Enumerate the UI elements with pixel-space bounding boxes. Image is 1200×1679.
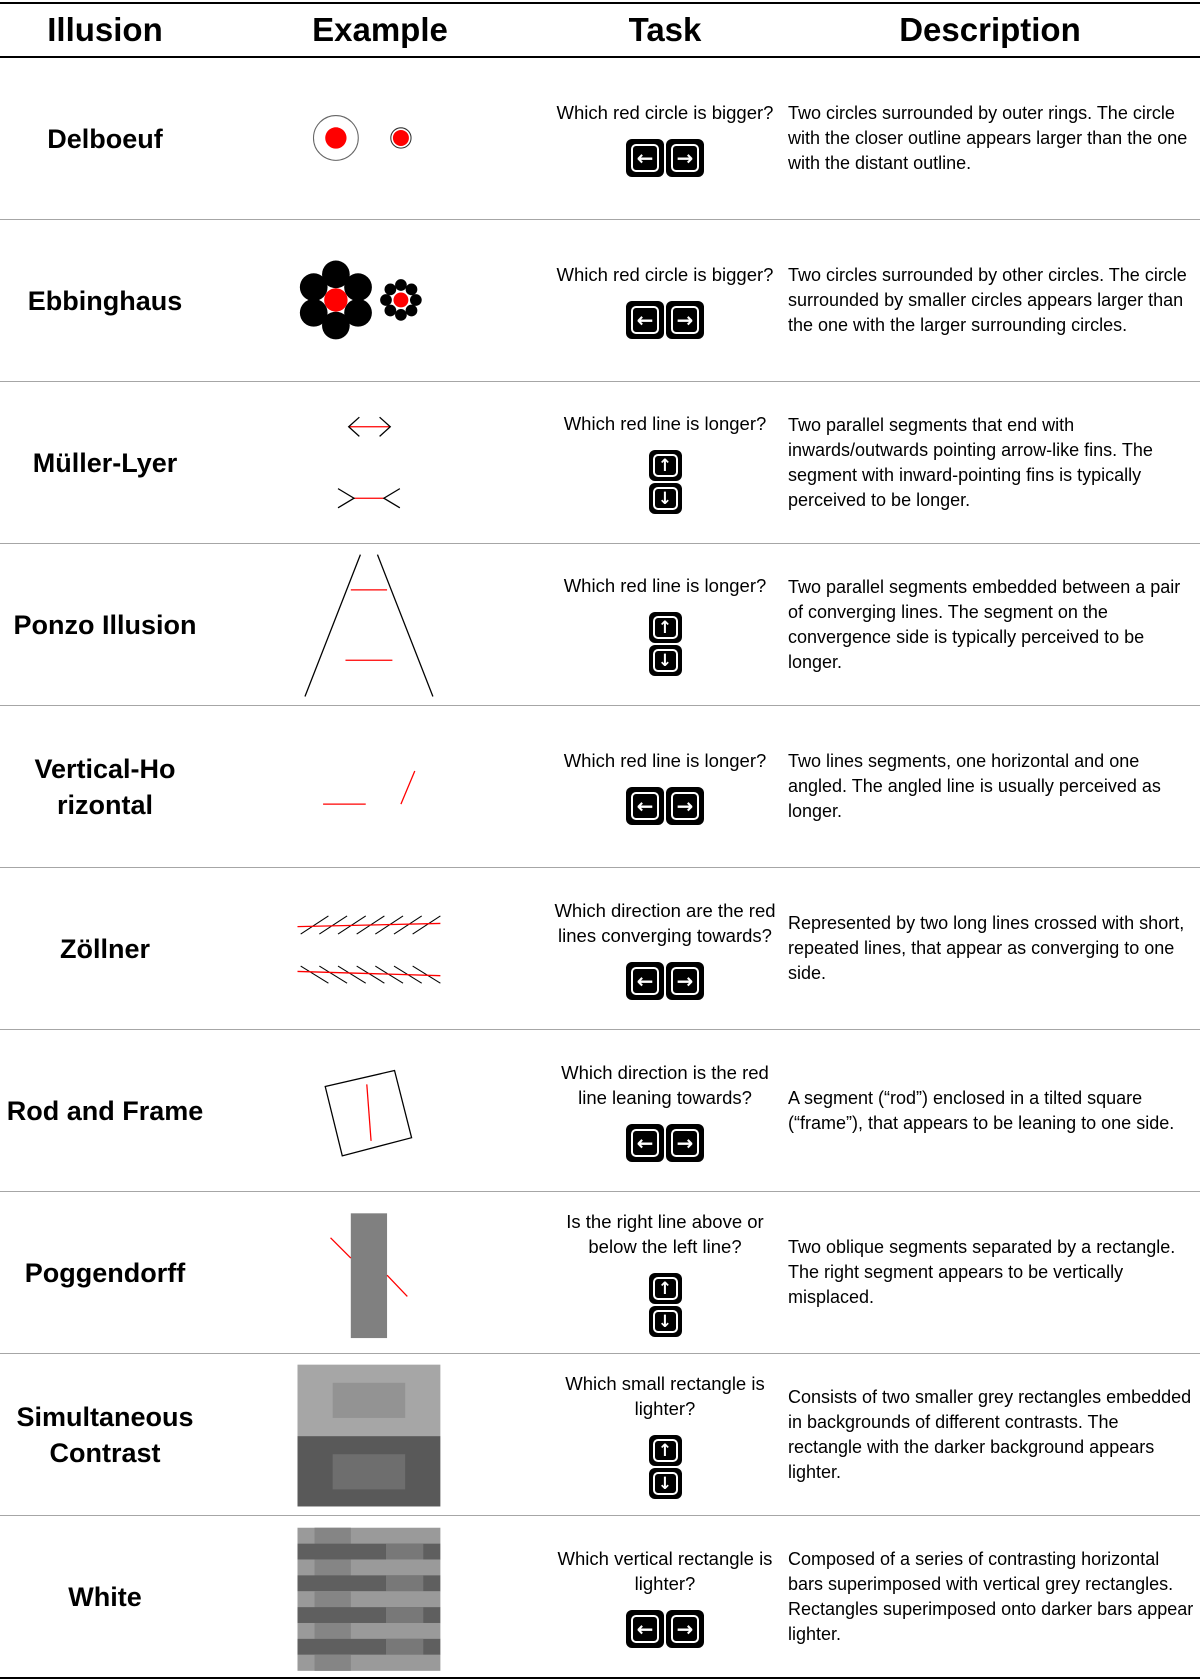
- task-cell: [550, 544, 780, 705]
- arrow-glyph: ↑: [653, 1439, 678, 1462]
- header-illusion: Illusion: [47, 11, 163, 48]
- illusion-example-figure: [231, 1354, 509, 1515]
- illusion-name: Ebbinghaus: [27, 285, 183, 316]
- figure-mark: [300, 299, 328, 327]
- example-cell: [210, 1192, 550, 1353]
- arrow-glyph: →: [671, 144, 699, 172]
- up-arrow-key-icon: [649, 612, 682, 643]
- figure-mark: [325, 127, 346, 148]
- figure-mark: [395, 309, 407, 321]
- table-row: [0, 1354, 1200, 1516]
- left-arrow-key-icon: [626, 787, 664, 825]
- illusion-name: Vertical-Horizontal: [34, 753, 176, 820]
- arrow-glyph: →: [671, 1615, 699, 1643]
- task-question: Which small rectangle is lighter?: [565, 1372, 765, 1419]
- figure-mark: [387, 1275, 407, 1296]
- down-arrow-key-icon: [649, 1306, 682, 1337]
- response-keys: [626, 962, 704, 1000]
- up-arrow-key-icon: [649, 450, 682, 481]
- figure-mark: [385, 284, 397, 296]
- figure-mark: [377, 555, 432, 697]
- table-row: [0, 1516, 1200, 1679]
- right-arrow-key-icon: [666, 962, 704, 1000]
- arrow-glyph: ↓: [653, 1472, 678, 1495]
- figure-mark: [386, 1544, 423, 1560]
- arrow-glyph: ←: [631, 1129, 659, 1157]
- figure-mark: [338, 489, 354, 508]
- task-cell: [550, 1516, 780, 1677]
- response-keys: [649, 1273, 682, 1337]
- table-row: [0, 220, 1200, 382]
- figure-mark: [367, 1084, 371, 1141]
- figure-mark: [315, 1655, 351, 1671]
- figure-mark: [386, 1639, 423, 1655]
- right-arrow-key-icon: [666, 301, 704, 339]
- description-text: Consists of two smaller grey rectangles embedded in backgrounds of different contrasts. The rectangle with the darker background appears lighter.: [788, 1386, 1192, 1482]
- task-cell: [550, 58, 780, 219]
- example-cell: [210, 1030, 550, 1191]
- task-question: Is the right line above or below the left line?: [566, 1210, 764, 1257]
- left-arrow-key-icon: [626, 1610, 664, 1648]
- illusion-example-figure: [231, 1030, 509, 1191]
- figure-mark: [393, 130, 409, 146]
- task-question: Which direction is the red line leaning towards?: [561, 1061, 769, 1108]
- task-cell: [550, 706, 780, 867]
- right-arrow-key-icon: [666, 139, 704, 177]
- example-cell: [210, 382, 550, 543]
- illusion-example-figure: [231, 706, 509, 867]
- response-keys: [649, 1435, 682, 1499]
- description-text: Two parallel segments that end with inwards/outwards pointing arrow-like fins. The segment with inward-pointing fins is typically perceived to be longer.: [788, 414, 1153, 510]
- table-header: [0, 4, 1200, 58]
- arrow-glyph: →: [671, 967, 699, 995]
- figure-mark: [385, 305, 397, 317]
- figure-mark: [331, 1238, 351, 1258]
- down-arrow-key-icon: [649, 645, 682, 676]
- left-arrow-key-icon: [626, 1124, 664, 1162]
- figure-mark: [305, 555, 360, 697]
- figure-mark: [315, 1591, 351, 1607]
- up-arrow-key-icon: [649, 1435, 682, 1466]
- description-text: Represented by two long lines crossed with short, repeated lines, that appear as converging to one side.: [788, 913, 1185, 983]
- up-arrow-key-icon: [649, 1273, 682, 1304]
- figure-mark: [344, 273, 372, 301]
- response-keys: [626, 787, 704, 825]
- response-keys: [626, 1124, 704, 1162]
- description-text: Composed of a series of contrasting horizontal bars superimposed with vertical grey rectangles. Rectangles superimposed onto darker bars appear lighter.: [788, 1548, 1194, 1644]
- illusion-example-figure: [231, 382, 509, 543]
- task-question: Which red circle is bigger?: [556, 102, 774, 123]
- figure-mark: [410, 294, 422, 306]
- figure-mark: [315, 1623, 351, 1639]
- figure-mark: [384, 489, 400, 508]
- task-cell: [550, 1354, 780, 1515]
- task-question: Which red line is longer?: [563, 413, 767, 434]
- task-cell: [550, 868, 780, 1029]
- illusion-name: Simultaneous Contrast: [16, 1401, 194, 1468]
- illusion-example-figure: [231, 220, 509, 381]
- arrow-glyph: ←: [631, 306, 659, 334]
- response-keys: [626, 301, 704, 339]
- illusion-name: Zöllner: [59, 933, 150, 964]
- right-arrow-key-icon: [666, 787, 704, 825]
- arrow-glyph: →: [671, 1129, 699, 1157]
- arrow-glyph: ↑: [653, 616, 678, 639]
- task-question: Which red line is longer?: [563, 575, 767, 596]
- example-cell: [210, 1516, 550, 1677]
- illusion-example-figure: [231, 544, 509, 705]
- illusion-name: Müller-Lyer: [32, 447, 178, 478]
- task-question: Which vertical rectangle is lighter?: [557, 1547, 773, 1594]
- header-description: Description: [899, 11, 1081, 48]
- table-body: [0, 58, 1200, 1679]
- example-cell: [210, 868, 550, 1029]
- response-keys: [649, 450, 682, 514]
- task-question: Which direction are the red lines converging towards?: [554, 899, 776, 946]
- arrow-glyph: ←: [631, 144, 659, 172]
- left-arrow-key-icon: [626, 301, 664, 339]
- header-task: Task: [628, 11, 702, 48]
- figure-mark: [386, 1607, 423, 1623]
- description-text: Two lines segments, one horizontal and one angled. The angled line is usually perceived as longer.: [788, 751, 1161, 821]
- arrow-glyph: ←: [631, 792, 659, 820]
- response-keys: [626, 1610, 704, 1648]
- example-cell: [210, 706, 550, 867]
- figure-mark: [386, 1575, 423, 1591]
- illusion-example-figure: [231, 1516, 509, 1677]
- table-row: [0, 1192, 1200, 1354]
- arrow-glyph: →: [671, 792, 699, 820]
- figure-mark: [315, 1528, 351, 1544]
- arrow-glyph: ↑: [653, 1277, 678, 1300]
- header-example: Example: [312, 11, 448, 48]
- example-cell: [210, 1354, 550, 1515]
- figure-mark: [393, 293, 408, 308]
- response-keys: [626, 139, 704, 177]
- illusion-example-figure: [231, 868, 509, 1029]
- description-text: Two oblique segments separated by a rectangle. The right segment appears to be vertically misplaced.: [788, 1237, 1176, 1307]
- arrow-glyph: ↓: [653, 487, 678, 510]
- illusion-example-figure: [231, 58, 509, 219]
- down-arrow-key-icon: [649, 483, 682, 514]
- table-row: [0, 58, 1200, 220]
- figure-mark: [406, 305, 418, 317]
- right-arrow-key-icon: [666, 1124, 704, 1162]
- left-arrow-key-icon: [626, 139, 664, 177]
- illusion-name: Poggendorff: [24, 1257, 186, 1288]
- arrow-glyph: ↓: [653, 1310, 678, 1333]
- figure-mark: [333, 1454, 406, 1489]
- table-row: [0, 706, 1200, 868]
- arrow-glyph: ↑: [653, 454, 678, 477]
- figure-mark: [395, 279, 407, 291]
- response-keys: [649, 612, 682, 676]
- task-cell: [550, 382, 780, 543]
- arrow-glyph: ↓: [653, 649, 678, 672]
- figure-mark: [333, 1383, 406, 1418]
- task-question: Which red circle is bigger?: [556, 264, 774, 285]
- example-cell: [210, 220, 550, 381]
- figure-mark: [315, 1559, 351, 1575]
- illusion-name: White: [68, 1581, 142, 1612]
- illusion-name: Delboeuf: [47, 123, 163, 154]
- illusion-name: Rod and Frame: [6, 1095, 204, 1126]
- arrow-glyph: →: [671, 306, 699, 334]
- example-cell: [210, 544, 550, 705]
- table-row: [0, 868, 1200, 1030]
- figure-mark: [406, 284, 418, 296]
- task-cell: [550, 1192, 780, 1353]
- table-row: [0, 1030, 1200, 1192]
- description-text: Two parallel segments embedded between a pair of converging lines. The segment on the convergence side is typically perceived to be longer.: [788, 576, 1181, 672]
- description-text: Two circles surrounded by other circles. The circle surrounded by smaller circles appears larger than the one with the larger surrounding circles.: [788, 265, 1187, 335]
- right-arrow-key-icon: [666, 1610, 704, 1648]
- task-cell: [550, 220, 780, 381]
- figure-mark: [351, 1213, 387, 1338]
- figure-mark: [380, 294, 392, 306]
- description-text: Two circles surrounded by outer rings. The circle with the closer outline appears larger than the one with the distant outline.: [788, 103, 1188, 173]
- down-arrow-key-icon: [649, 1468, 682, 1499]
- arrow-glyph: ←: [631, 967, 659, 995]
- illusion-example-figure: [231, 1192, 509, 1353]
- figure-mark: [297, 971, 440, 975]
- figure-mark: [401, 771, 415, 804]
- task-question: Which red line is longer?: [563, 750, 767, 771]
- table-row: [0, 382, 1200, 544]
- figure-mark: [324, 288, 347, 311]
- description-text: A segment (“rod”) enclosed in a tilted square (“frame”), that appears to be leaning to one side.: [788, 1087, 1175, 1133]
- example-cell: [210, 58, 550, 219]
- left-arrow-key-icon: [626, 962, 664, 1000]
- illusion-table: [0, 2, 1200, 1679]
- arrow-glyph: ←: [631, 1615, 659, 1643]
- table-row: [0, 544, 1200, 706]
- illusion-name: Ponzo Illusion: [13, 609, 197, 640]
- task-cell: [550, 1030, 780, 1191]
